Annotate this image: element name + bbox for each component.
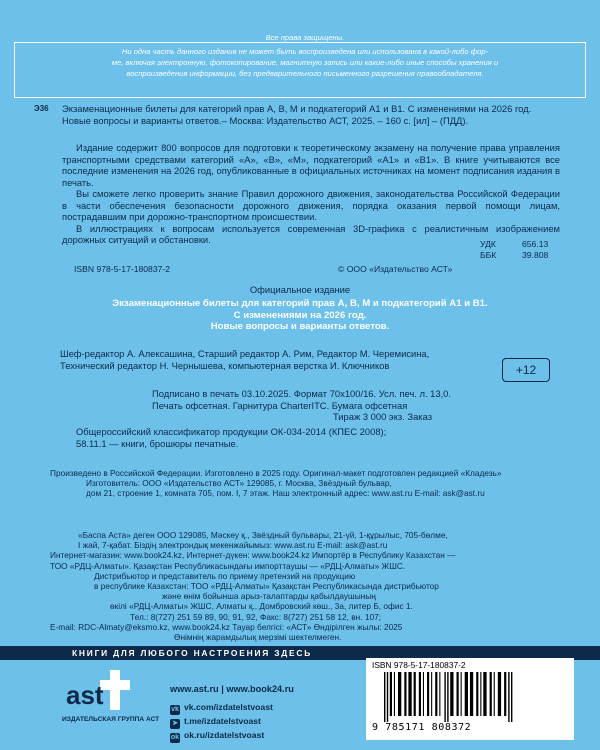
kazakhstan-info [50,530,570,642]
barcode-bar [390,672,392,716]
kz-line: ТОО «РДЦ-Алматы». Қазақстан Республикасындағы импорттаушы — «РДЦ-Алматы» ЖШС. [50,560,406,571]
kz-line: Тел.: 8(727) 251 59 89, 90, 91, 92, Факс: 8(727) 251 58 12, вн. 107; [130,611,381,622]
barcode-bar [387,672,388,722]
barcode-bar [498,672,501,716]
official-edition-label: Официальное издание [249,284,351,295]
barcode-bar [476,672,478,716]
barcode-bar [435,672,437,716]
barcode-bar [457,672,459,716]
websites[interactable]: www.ast.ru | www.book24.ru [170,684,294,694]
rights-title: Все права защищены. [265,33,345,42]
copyright: © ООО «Издательство АСТ» [338,264,453,274]
barcode-bar [511,672,512,722]
bbk-label: ББК [480,249,497,260]
barcode-bar [447,672,448,722]
barcode-bar [465,672,468,716]
kz-line: Интернет-магазин: www.book24.kz, Интернет-дүкен: www.book24.kz Импортёр в Республику Казахстан — [50,550,456,561]
barcode-bar [427,672,429,716]
ast-logo [62,666,142,714]
rights-line: Ни одна часть данного издания не может быть воспроизведена или использована в какой-либо фор- [121,47,489,56]
manufacturer-info [50,468,570,499]
title-line: С изменениями на 2026 год. [233,309,367,321]
barcode-bar [494,672,495,716]
social-label: vk.com/izdatelstvoast [184,702,273,712]
barcode-bar [508,672,509,722]
bibliographic-record: Экзаменационные билеты для категорий прав A, B, M и подкатегорий A1 и B1. С изменениями на 2026 год. Новые вопросы и варианты ответов.– Москва: Издательство АСТ, 2025. – 160 с. [ил] – (ПДД). [62,103,532,126]
barcode-isbn: ISBN 978-5-17-180837-2 [372,660,466,670]
barcode-bar [408,672,411,716]
annotation-paragraph: Вы сможете легко проверить знание Правил дорожного движения, законодательства Российской Федерации в части обеспечения безопасности дорожного движения, порядка оказания первой помощи лицам, пострадавшим при дорожно-транспортном происшествии. [62,188,560,222]
manufacturer-line: Изготовитель: ООО «Издательство АСТ» 129085, г. Москва, Звёздный бульвар, [86,478,392,489]
bbk-author-code: Э36 [34,104,49,113]
annotation-paragraph: В иллюстрациях к вопросам используется современная 3D-графика с реалистичным изображением дорожных ситуаций и обстановки. [62,222,560,245]
editors-line: Технический редактор Н. Чернышева, компьютерная верстка И. Ключников [60,359,390,371]
title-line: Новые вопросы и варианты ответов. [210,321,390,333]
udk-label: УДК [480,239,496,249]
barcode-bar [483,672,486,716]
barcode-bar [398,672,401,716]
odnoklassniki-icon: ok [170,734,180,741]
print-line: Подписано в печать 03.10.2025. Формат 70x100/16. Усл. печ. л. 13,0. [152,388,451,399]
barcode [378,672,568,722]
print-line: Тираж 3 000 экз. Заказ [332,411,432,422]
social-label: ok.ru/izdatelstvoast [184,730,265,740]
product-classifier [76,426,546,449]
annotation [62,142,560,246]
barcode-bar [384,672,385,722]
rights-line: воспроизведения информации, без предварительного письменного разрешения правообладателя. [126,69,484,78]
kz-line: өкілі «РДЦ-Алматы» ЖШС, Алматы қ., Домбровский көш., 3а, литер Б, офис 1. [110,601,413,612]
isbn: ISBN 978-5-17-180837-2 [74,264,171,274]
barcode-bar [431,672,432,716]
age-rating-badge: +12 [502,358,550,382]
barcode-bar [480,672,481,716]
social-label: t.me/izdatelstvoast [184,716,261,726]
barcode-bar [404,672,406,716]
editors-line: Шеф-редактор А. Алексашина, Старший редактор А. Рим, Редактор М. Черемисина, [60,348,430,359]
slogan: КНИГИ ДЛЯ ЛЮБОГО НАСТРОЕНИЯ ЗДЕСЬ [62,646,322,660]
kz-line: I жай, 7-қабат. Біздің электрондық мекенжайымыз: www.ast.ru E-mail: ask@ast.ru [78,540,388,551]
title-line: Экзаменационные билеты для категорий прав А, В, М и подкатегорий А1 и В1. [112,298,488,309]
print-line: Печать офсетная. Гарнитура CharterITC. Бумага офсетная [152,399,408,411]
udk-bbk [480,239,548,260]
kz-line: E-mail: RDC-Almaty@eksmo.kz, www.book24.kz Тауар белгісі: «АСТ» Өндірілген жылы: 2025 [50,621,403,632]
editors [60,348,480,371]
manufacturer-line: Произведено в Российской Федерации. Изготовлено в 2025 году. Оригинал-макет подготовлен редакцией «Кладезь» [50,468,502,478]
barcode-bar [504,672,506,716]
kz-line: Өнімнің жарамдылық мерзімі шектелмеген. [174,632,342,643]
barcode-bar [414,672,416,716]
kz-line: «Баспа Аста» деген ООО 129085, Мәскеу қ., Звёздный бульвары, 21-үй, 1-құрылыс, 705-бөлме, [78,530,448,540]
kz-line: Дистрибьютор и представитель по приему претензий на продукцию [94,570,356,581]
rights-line: ме, включая электронную, фотокопирование, магнитную запись или какие-либо иные способы хранения и [111,58,499,67]
bbk-value: 39.808 [522,249,549,260]
udk-value: 656.13 [522,239,549,249]
publisher-group: ИЗДАТЕЛЬСКАЯ ГРУППА АСТ [62,716,160,723]
kz-line: в республике Казахстан: ТОО «РДЦ-Алматы» Қазақстан Республикасында дистрибьютор [94,581,439,592]
barcode-bar [423,672,424,716]
barcode-bar [419,672,421,716]
logo-text: ast [66,680,104,710]
barcode-digits: 9 785171 808372 [372,722,472,733]
barcode-bar [470,672,473,716]
classifier-line: Общероссийский классификатор продукции ОК-034-2014 (КПЕС 2008); [76,426,387,437]
barcode-bar [439,672,440,716]
social-link-vk[interactable] [170,702,273,715]
print-info [152,388,451,423]
book-title [0,298,600,333]
social-link-odnoklassniki[interactable] [170,730,264,743]
telegram-icon: ➤ [170,719,180,729]
barcode-bar [394,672,395,716]
kz-line: және өнім бойынша арыз-талаптарды қабылдаушының [162,591,376,602]
barcode-bar [444,672,445,722]
rights-notice [0,0,600,100]
social-link-telegram[interactable] [170,716,261,729]
barcode-bar [490,672,492,716]
vk-icon: vk [171,706,179,713]
classifier-line: 58.11.1 — книги, брошюры печатные. [76,437,239,449]
manufacturer-line: дом 21, строение 1, комната 705, пом. I, 7 этаж. Наш электронный адрес: www.ast.ru E-mail: ask@ast.ru [86,488,485,499]
barcode-bar [461,672,462,716]
barcode-bar [450,672,453,716]
annotation-paragraph: Издание содержит 800 вопросов для подготовки к теоретическому экзамену на получение права управления транспортными средствами категорий «А», «В», «М», подкатегорий «А1» и «В1». В книге учитываются все последние изменения на 2026 год, опубликованные в официальных источниках на момент подписания издания в печать. [62,142,560,188]
